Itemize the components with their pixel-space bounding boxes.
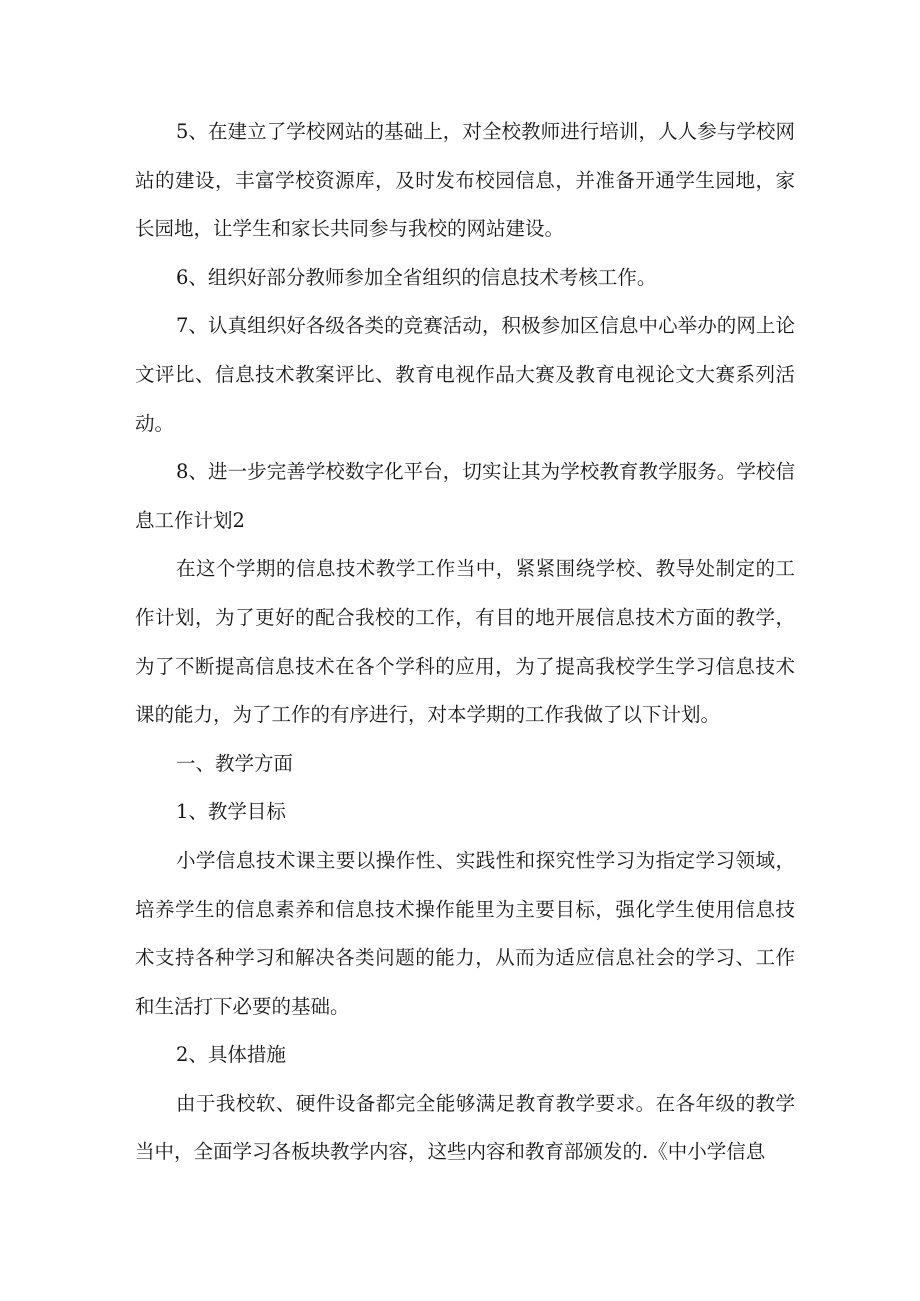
paragraph-item-5: 5、在建立了学校网站的基础上，对全校教师进行培训，人人参与学校网站的建设，丰富学校资源库，及时发布校园信息，并准备开通学生园地，家长园地，让学生和家长共同参与我校的网站建设。	[135, 120, 795, 241]
paragraph-item-6: 6、组织好部分教师参加全省组织的信息技术考核工作。	[175, 265, 657, 289]
paragraph-item-7: 7、认真组织好各级各类的竞赛活动，积极参加区信息中心举办的网上论文评比、信息技术教案评比、教育电视作品大赛及教育电视论文大赛系列活动。	[135, 314, 795, 435]
document-body	[135, 108, 795, 1177]
paragraph-teaching-goals: 小学信息技术课主要以操作性、实践性和探究性学习为指定学习领域，培养学生的信息素养和信息技术操作能里为主要目标，强化学生使用信息技术支持各种学习和解决各类问题的能力，从而为适应信息社会的学习、工作和生活打下必要的基础。	[135, 848, 795, 1018]
paragraph-item-8: 8、进一步完善学校数字化平台，切实让其为学校教育教学服务。学校信息工作计划2	[135, 460, 795, 532]
paragraph-intro: 在这个学期的信息技术教学工作当中，紧紧围绕学校、教导处制定的工作计划，为了更好的配合我校的工作，有目的地开展信息技术方面的教学，为了不断提高信息技术在各个学科的应用，为了提高我校学生学习信息技术课的能力，为了工作的有序进行，对本学期的工作我做了以下计划。	[135, 557, 795, 727]
subheading-teaching-goals: 1、教学目标	[175, 800, 286, 824]
paragraph-measures: 由于我校软、硬件设备都完全能够满足教育教学要求。在各年级的教学当中，全面学习各板块教学内容，这些内容和教育部颁发的.《中小学信息	[135, 1091, 795, 1164]
section-heading-teaching: 一、教学方面	[175, 751, 293, 775]
subheading-measures: 2、具体措施	[175, 1043, 286, 1067]
